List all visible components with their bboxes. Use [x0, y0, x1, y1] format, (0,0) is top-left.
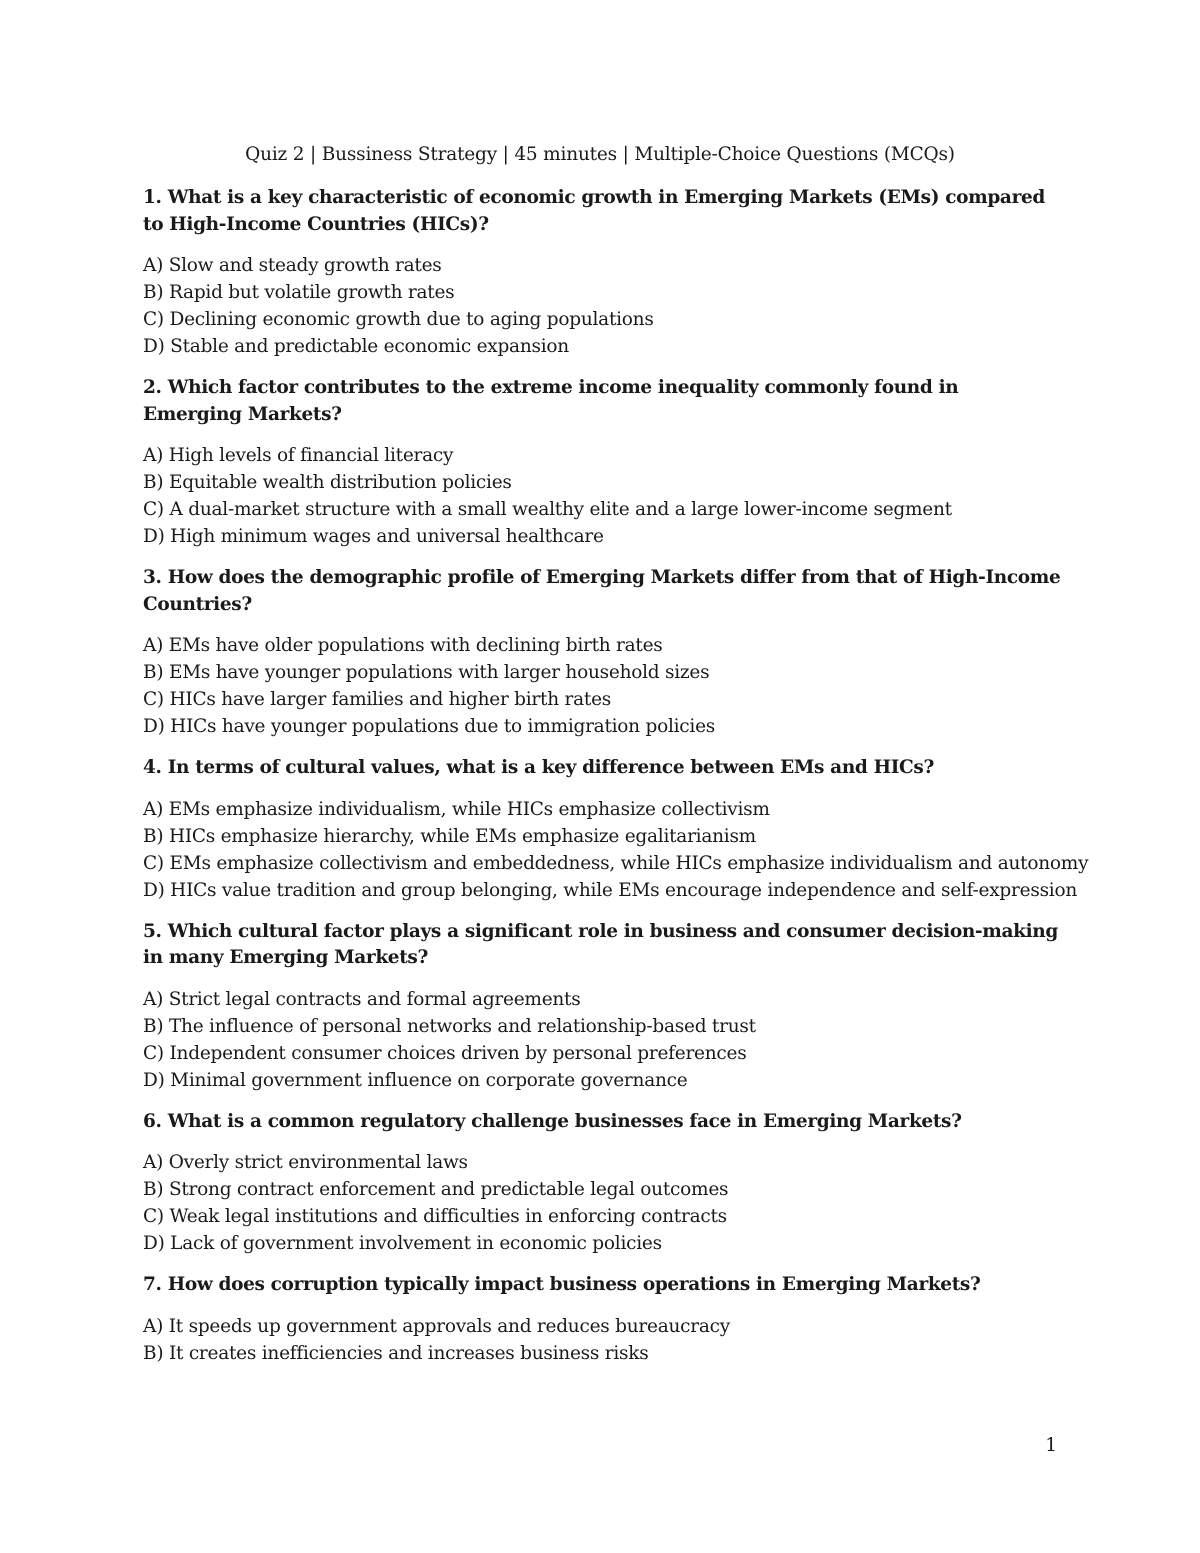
option-b: B) Strong contract enforcement and predictable legal outcomes	[143, 1179, 729, 1200]
question-text: 5. Which cultural factor plays a significant role in business and consumer decision-making in many Emerging Markets?	[143, 920, 1058, 968]
question-2	[143, 375, 1063, 550]
question-text: 6. What is a common regulatory challenge businesses face in Emerging Markets?	[143, 1110, 962, 1132]
option-a: A) EMs emphasize individualism, while HICs emphasize collectivism	[143, 798, 770, 820]
page-number: 1	[1045, 1435, 1057, 1456]
option-a: A) Overly strict environmental laws	[143, 1152, 468, 1173]
option-c: C) Independent consumer choices driven by personal preferences	[143, 1042, 747, 1064]
question-1	[143, 185, 1063, 360]
question-text: 2. Which factor contributes to the extreme income inequality commonly found in Emerging Markets?	[143, 377, 959, 425]
option-d: D) High minimum wages and universal healthcare	[143, 526, 604, 547]
option-b: B) Equitable wealth distribution policies	[143, 472, 512, 493]
question-5	[143, 919, 1063, 1094]
option-a: A) It speeds up government approvals and reduces bureaucracy	[143, 1315, 730, 1337]
option-b: B) It creates inefficiencies and increases business risks	[143, 1342, 649, 1364]
option-d: D) Stable and predictable economic expansion	[143, 336, 569, 357]
quiz-title: Quiz 2 | Bussiness Strategy | 45 minutes | Multiple-Choice Questions (MCQs)	[245, 144, 955, 165]
question-7	[143, 1272, 1063, 1367]
option-b: B) HICs emphasize hierarchy, while EMs emphasize egalitarianism	[143, 825, 756, 847]
question-6	[143, 1109, 1063, 1258]
question-text: 1. What is a key characteristic of economic growth in Emerging Markets (EMs) compared to High-Income Countries (HICs)?	[143, 187, 1045, 235]
option-c: C) Declining economic growth due to aging populations	[143, 309, 654, 330]
question-text: 7. How does corruption typically impact business operations in Emerging Markets?	[143, 1274, 981, 1295]
option-a: A) Strict legal contracts and formal agreements	[143, 988, 581, 1010]
option-d: D) HICs value tradition and group belonging, while EMs encourage independence and self-expression	[143, 879, 1078, 901]
option-c: C) EMs emphasize collectivism and embeddedness, while HICs emphasize individualism and autonomy	[143, 852, 1089, 874]
question-list	[143, 185, 1089, 1382]
option-c: C) A dual-market structure with a small wealthy elite and a large lower-income segment	[143, 499, 952, 520]
option-c: C) HICs have larger families and higher birth rates	[143, 689, 612, 710]
question-4	[143, 755, 1089, 904]
option-d: D) HICs have younger populations due to immigration policies	[143, 716, 716, 737]
option-c: C) Weak legal institutions and difficulties in enforcing contracts	[143, 1206, 727, 1227]
option-b: B) The influence of personal networks and relationship-based trust	[143, 1015, 756, 1037]
option-b: B) EMs have younger populations with larger household sizes	[143, 662, 710, 683]
option-d: D) Minimal government influence on corporate governance	[143, 1069, 688, 1091]
option-a: A) EMs have older populations with declining birth rates	[143, 635, 663, 656]
question-3	[143, 565, 1063, 740]
option-a: A) Slow and steady growth rates	[143, 255, 442, 276]
option-b: B) Rapid but volatile growth rates	[143, 282, 455, 303]
option-a: A) High levels of financial literacy	[143, 445, 454, 466]
question-text: 4. In terms of cultural values, what is a key difference between EMs and HICs?	[143, 757, 934, 778]
option-d: D) Lack of government involvement in economic policies	[143, 1233, 662, 1254]
question-text: 3. How does the demographic profile of Emerging Markets differ from that of High-Income Countries?	[143, 567, 1061, 615]
